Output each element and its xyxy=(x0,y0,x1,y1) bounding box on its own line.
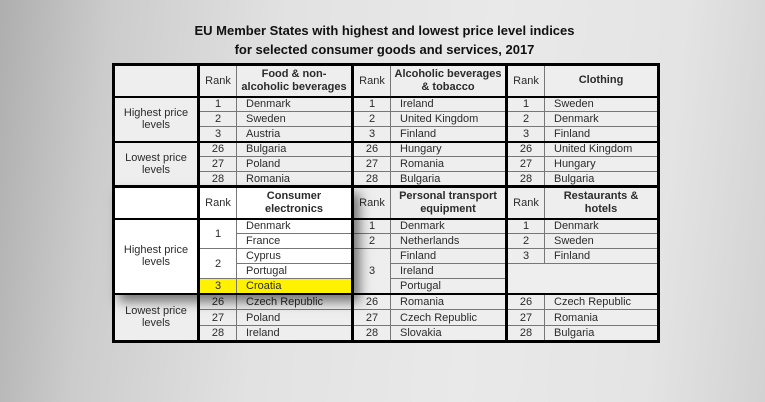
country-cell: Austria xyxy=(237,127,353,142)
country-cell: Cyprus xyxy=(237,249,353,264)
row-label-highest-2: Highest price levels xyxy=(114,219,199,294)
rank-header-electronics: Rank xyxy=(199,187,237,219)
country-cell: Denmark xyxy=(237,219,353,234)
rank-cell: 3 xyxy=(507,127,545,142)
country-cell: United Kingdom xyxy=(391,112,507,127)
rank-header-transport: Rank xyxy=(353,187,391,219)
rank-cell: 26 xyxy=(199,142,237,157)
country-cell: Romania xyxy=(391,294,507,310)
country-cell: Denmark xyxy=(545,112,659,127)
country-cell-croatia: Croatia xyxy=(237,279,353,294)
rank-cell: 28 xyxy=(199,172,237,187)
country-cell: Netherlands xyxy=(391,234,507,249)
rank-cell: 28 xyxy=(199,326,237,342)
category-header-transport: Personal transport equipment xyxy=(391,187,507,219)
row-label-highest-1: Highest price levels xyxy=(114,97,199,142)
category-header-restaurants: Restaurants & hotels xyxy=(545,187,659,219)
rank-cell: 28 xyxy=(507,326,545,342)
country-cell: Czech Republic xyxy=(545,294,659,310)
country-cell: Denmark xyxy=(545,219,659,234)
country-cell: Romania xyxy=(237,172,353,187)
rank-cell: 3 xyxy=(353,127,391,142)
rank-cell: 1 xyxy=(507,97,545,112)
table-row xyxy=(114,219,659,234)
rank-header-alcohol: Rank xyxy=(353,65,391,97)
table-row xyxy=(114,97,659,112)
rank-cell: 27 xyxy=(199,157,237,172)
country-cell: Portugal xyxy=(391,279,507,294)
rank-header-food: Rank xyxy=(199,65,237,97)
table-title-line2: for selected consumer goods and services, 2017 xyxy=(234,41,535,57)
country-cell: Finland xyxy=(391,249,507,264)
table-title xyxy=(112,22,657,60)
category-header-food: Food & non-alcoholic beverages xyxy=(237,65,353,97)
country-cell: Finland xyxy=(545,127,659,142)
country-cell: Romania xyxy=(545,310,659,326)
country-cell: Ireland xyxy=(391,264,507,279)
country-cell: Portugal xyxy=(237,264,353,279)
country-cell: Ireland xyxy=(237,326,353,342)
table-row xyxy=(114,65,659,97)
rank-cell: 1 xyxy=(199,219,237,249)
table-title-line1: EU Member States with highest and lowest price level indices xyxy=(194,23,575,38)
rank-cell: 26 xyxy=(507,294,545,310)
rank-cell: 2 xyxy=(353,112,391,127)
rank-cell: 2 xyxy=(507,112,545,127)
country-cell: Romania xyxy=(391,157,507,172)
category-header-electronics: Consumer electronics xyxy=(237,187,353,219)
rank-cell: 3 xyxy=(353,249,391,294)
rank-cell: 26 xyxy=(507,142,545,157)
rank-header-clothing: Rank xyxy=(507,65,545,97)
table-row xyxy=(114,294,659,310)
rank-cell: 26 xyxy=(353,142,391,157)
table-row xyxy=(114,142,659,157)
category-header-alcohol: Alcoholic beverages & tobacco xyxy=(391,65,507,97)
rank-cell: 1 xyxy=(199,97,237,112)
rank-cell-croatia: 3 xyxy=(199,279,237,294)
price-table xyxy=(112,63,660,343)
rank-cell: 1 xyxy=(507,219,545,234)
country-cell: Bulgaria xyxy=(545,326,659,342)
rank-cell: 27 xyxy=(353,157,391,172)
country-cell: Czech Republic xyxy=(391,310,507,326)
empty-cell-restaurants xyxy=(507,264,659,294)
rank-cell: 2 xyxy=(199,112,237,127)
country-cell: Hungary xyxy=(545,157,659,172)
rank-cell: 26 xyxy=(353,294,391,310)
country-cell: United Kingdom xyxy=(545,142,659,157)
rank-cell: 27 xyxy=(199,310,237,326)
country-cell: Sweden xyxy=(545,234,659,249)
table-row xyxy=(114,187,659,219)
rank-cell: 28 xyxy=(353,172,391,187)
country-cell: Poland xyxy=(237,310,353,326)
section2-corner-cell xyxy=(114,187,199,219)
country-cell: Bulgaria xyxy=(545,172,659,187)
row-label-lowest-2: Lowest price levels xyxy=(114,294,199,342)
rank-cell: 27 xyxy=(507,157,545,172)
country-cell: Hungary xyxy=(391,142,507,157)
rank-cell: 27 xyxy=(353,310,391,326)
rank-cell: 28 xyxy=(507,172,545,187)
rank-cell: 1 xyxy=(353,97,391,112)
country-cell: Finland xyxy=(391,127,507,142)
rank-cell: 1 xyxy=(353,219,391,234)
country-cell: Finland xyxy=(545,249,659,264)
rank-cell: 2 xyxy=(353,234,391,249)
country-cell: France xyxy=(237,234,353,249)
rank-cell: 3 xyxy=(507,249,545,264)
country-cell: Ireland xyxy=(391,97,507,112)
rank-cell: 2 xyxy=(199,249,237,279)
rank-cell: 27 xyxy=(507,310,545,326)
country-cell: Sweden xyxy=(237,112,353,127)
country-cell: Sweden xyxy=(545,97,659,112)
country-cell: Bulgaria xyxy=(391,172,507,187)
rank-cell: 2 xyxy=(507,234,545,249)
rank-cell: 26 xyxy=(199,294,237,310)
country-cell: Bulgaria xyxy=(237,142,353,157)
rank-header-restaurants: Rank xyxy=(507,187,545,219)
country-cell: Denmark xyxy=(237,97,353,112)
country-cell: Denmark xyxy=(391,219,507,234)
category-header-clothing: Clothing xyxy=(545,65,659,97)
row-label-lowest-1: Lowest price levels xyxy=(114,142,199,187)
country-cell: Czech Republic xyxy=(237,294,353,310)
country-cell: Slovakia xyxy=(391,326,507,342)
section1-corner-cell xyxy=(114,65,199,97)
country-cell: Poland xyxy=(237,157,353,172)
rank-cell: 3 xyxy=(199,127,237,142)
rank-cell: 28 xyxy=(353,326,391,342)
